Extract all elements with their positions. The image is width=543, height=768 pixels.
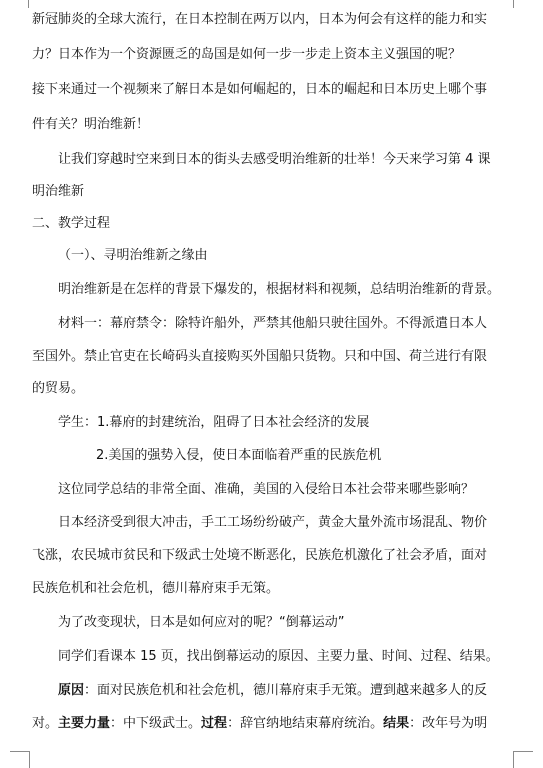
- crop-mark-bottom-left-v: [29, 751, 30, 768]
- text-line: 民族危机和社会危机，德川幕府束手无策。: [32, 581, 280, 596]
- text-line: 让我们穿越时空来到日本的街头去感受明治维新的壮举！今天来学习第 4 课: [58, 152, 491, 167]
- text-line: 同学们看课本 15 页，找出倒幕运动的原因、主要力量、时间、过程、结果。: [58, 649, 499, 664]
- main-force-text: ：中下级武士。: [110, 716, 202, 731]
- crop-mark-bottom-right-h: [513, 751, 533, 752]
- text-line: 飞涨，农民城市贫民和下级武士处境不断恶化，民族危机激化了社会矛盾，面对: [32, 548, 488, 563]
- cause-text: ：面对民族危机和社会危机，德川幕府束手无策。遭到越来越多人的反: [84, 683, 488, 698]
- text-line: 明治维新是在怎样的背景下爆发的，根据材料和视频，总结明治维新的背景。: [58, 282, 501, 297]
- summary-prefix: 对。: [32, 716, 59, 731]
- crop-mark-top-left: [28, 0, 29, 8]
- result-label: 结果: [383, 716, 410, 731]
- text-line: 为了改变现状，日本是如何应对的呢？“倒幕运动”: [58, 615, 345, 630]
- crop-mark-top-right: [513, 0, 514, 8]
- text-line: 力？日本作为一个资源匮乏的岛国是如何一步一步走上资本主义强国的呢？: [32, 47, 462, 62]
- process-label: 过程: [201, 716, 228, 731]
- main-force-label: 主要力量: [58, 716, 111, 731]
- text-line: 这位同学总结的非常全面、准确，美国的入侵给日本社会带来哪些影响？: [58, 482, 475, 497]
- text-line: 材料一：幕府禁令：除特许船外，严禁其他船只驶往国外。不得派遣日本人: [58, 316, 488, 331]
- text-line: 接下来通过一个视频来了解日本是如何崛起的，日本的崛起和日本历史上哪个事: [32, 82, 488, 97]
- cause-label: 原因: [58, 683, 85, 698]
- text-line: 件有关？明治维新！: [32, 117, 150, 132]
- summary-paragraph: [32, 714, 543, 734]
- crop-mark-bottom-right-v: [513, 751, 514, 768]
- text-line: 明治维新: [32, 184, 85, 199]
- text-line: 至国外。禁止官吏在长崎码头直接购买外国船只货物。只和中国、荷兰进行有限: [32, 349, 488, 364]
- result-text: ：改年号为明: [409, 716, 488, 731]
- section-heading: 二、教学过程: [32, 216, 111, 231]
- crop-mark-bottom-left-h: [10, 751, 30, 752]
- text-line: 2.美国的强势入侵，使日本面临着严重的民族危机: [96, 448, 382, 463]
- process-text: ：辞官纳地结束幕府统治。: [227, 716, 384, 731]
- text-line: 学生：1.幕府的封建统治，阻碍了日本社会经济的发展: [58, 415, 370, 430]
- cause-paragraph: [58, 681, 543, 701]
- text-line: 日本经济受到很大冲击，手工工场纷纷破产，黄金大量外流市场混乱、物价: [58, 515, 488, 530]
- text-line: 的贸易。: [32, 381, 85, 396]
- text-line: 新冠肺炎的全球大流行，在日本控制在两万以内，日本为何会有这样的能力和实: [32, 12, 488, 27]
- subsection-heading: （一）、寻明治维新之缘由: [58, 248, 208, 263]
